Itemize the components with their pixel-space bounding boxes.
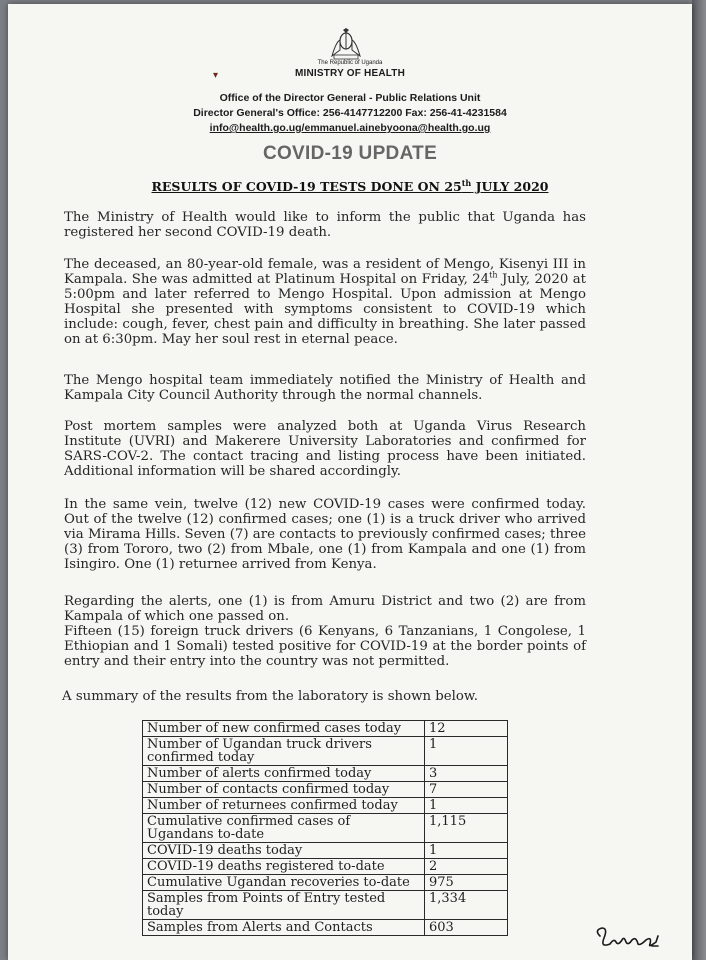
paragraph-notification: The Mengo hospital team immediately notified the Ministry of Health and Kampala City Council Authority through the normal channels. xyxy=(64,373,586,403)
table-row xyxy=(143,766,508,782)
table-cell-label: Samples from Alerts and Contacts xyxy=(143,920,425,936)
table-cell-label: COVID-19 deaths registered to-date xyxy=(143,859,425,875)
table-cell-label: COVID-19 deaths today xyxy=(143,843,425,859)
stray-mark: ▾ xyxy=(213,70,219,81)
republic-label: The Republic of Uganda xyxy=(317,60,383,66)
table-cell-value: 3 xyxy=(425,766,508,782)
paragraph-summary-intro: A summary of the results from the laboratory is shown below. xyxy=(62,689,478,704)
table-cell-value: 1,115 xyxy=(425,814,508,843)
summary-table xyxy=(142,720,508,936)
table-cell-value: 1,334 xyxy=(425,891,508,920)
table-row xyxy=(143,843,508,859)
table-row xyxy=(143,859,508,875)
update-heading: COVID-19 UPDATE xyxy=(262,143,438,164)
ministry-name: MINISTRY OF HEALTH xyxy=(294,68,406,79)
paragraph-alerts: Regarding the alerts, one (1) is from Amuru District and two (2) are from Kampala of which one passed on. Fifteen (15) foreign truck drivers (6 Kenyans, 6 Tanzanians, 1 Congolese, 1 Ethiopian and 1 Somali) tested positive for COVID-19 at the border points of entry and their entry into the country was not permitted. xyxy=(64,594,586,669)
results-title: RESULTS OF COVID-19 TESTS DONE ON 25th JULY 2020 xyxy=(151,177,549,194)
table-cell-value: 7 xyxy=(425,782,508,798)
table-row xyxy=(143,875,508,891)
paragraph-postmortem: Post mortem samples were analyzed both at Uganda Virus Research Institute (UVRI) and Makerere University Laboratories and confirmed for SARS-COV-2. The contact tracing and listing process have been initiated. Additional information will be shared accordingly. xyxy=(64,419,586,479)
table-cell-value: 2 xyxy=(425,859,508,875)
contact-email: info@health.go.ug/emmanuel.ainebyoona@health.go.ug xyxy=(209,122,491,134)
table-cell-label: Number of Ugandan truck drivers confirmed today xyxy=(143,737,425,766)
photo-edge-shadow xyxy=(692,0,706,960)
table-row xyxy=(143,920,508,936)
table-cell-label: Samples from Points of Entry tested today xyxy=(143,891,425,920)
table-row xyxy=(143,721,508,737)
table-cell-value: 1 xyxy=(425,798,508,814)
document-page xyxy=(8,4,692,960)
uganda-coat-of-arms-icon xyxy=(326,28,366,62)
paragraph-deceased: The deceased, an 80-year-old female, was a resident of Mengo, Kisenyi III in Kampala. She was admitted at Platinum Hospital on Friday, 24th July, 2020 at 5:00pm and later referred to Mengo Hospital. Upon admission at Mengo Hospital she presented with symptoms consistent to COVID-19 which include: cough, fever, chest pain and difficulty in breathing. She later passed on at 6:30pm. May her soul rest in eternal peace. xyxy=(64,257,586,347)
table-cell-value: 12 xyxy=(425,721,508,737)
table-row xyxy=(143,782,508,798)
table-cell-label: Cumulative confirmed cases of Ugandans to-date xyxy=(143,814,425,843)
paragraph-intro: The Ministry of Health would like to inform the public that Uganda has registered her second COVID-19 death. xyxy=(64,210,586,240)
contact-phones: Director General's Office: 256-4147712200 Fax: 256-41-4231584 xyxy=(193,107,507,119)
table-cell-value: 603 xyxy=(425,920,508,936)
table-row xyxy=(143,814,508,843)
table-cell-label: Number of alerts confirmed today xyxy=(143,766,425,782)
table-cell-label: Number of returnees confirmed today xyxy=(143,798,425,814)
table-row xyxy=(143,891,508,920)
table-cell-value: 1 xyxy=(425,843,508,859)
table-row xyxy=(143,737,508,766)
table-row xyxy=(143,798,508,814)
table-cell-value: 975 xyxy=(425,875,508,891)
table-cell-label: Number of new confirmed cases today xyxy=(143,721,425,737)
signature xyxy=(592,922,668,956)
table-cell-label: Cumulative Ugandan recoveries to-date xyxy=(143,875,425,891)
paragraph-new-cases: In the same vein, twelve (12) new COVID-19 cases were confirmed today. Out of the twelve (12) confirmed cases; one (1) is a truck driver who arrived via Mirama Hills. Seven (7) are contacts to previously confirmed cases; three (3) from Tororo, two (2) from Mbale, one (1) from Kampala and one (1) from Isingiro. One (1) returnee arrived from Kenya. xyxy=(64,497,586,572)
table-cell-label: Number of contacts confirmed today xyxy=(143,782,425,798)
office-line: Office of the Director General - Public Relations Unit xyxy=(219,92,481,104)
table-cell-value: 1 xyxy=(425,737,508,766)
